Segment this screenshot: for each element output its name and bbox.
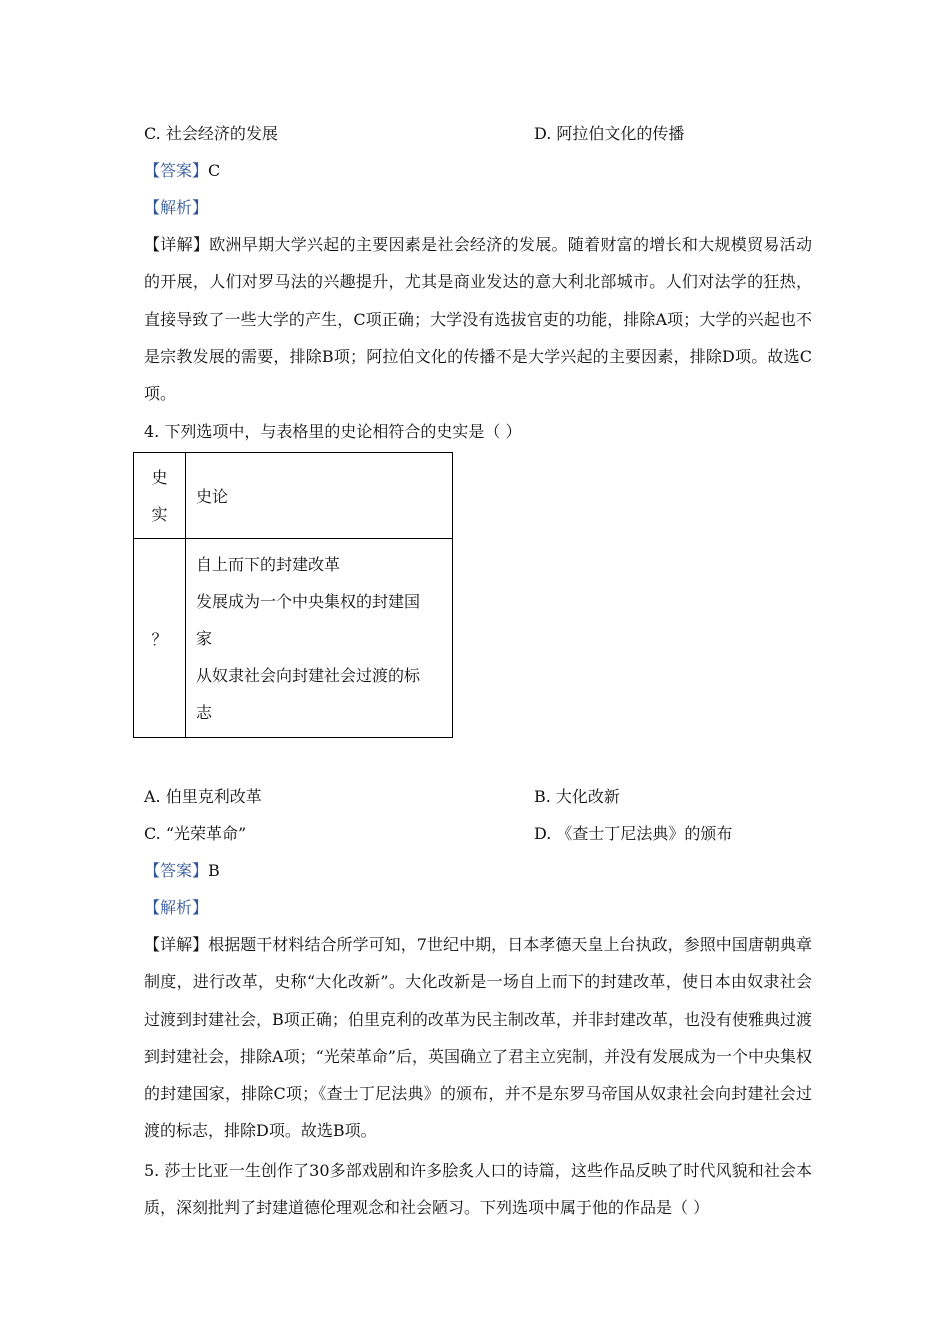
answer-value: B: [208, 861, 220, 880]
q4-option-b: B. 大化改新: [534, 787, 620, 806]
detail-text: 根据题干材料结合所学可知，7世纪中期，日本孝德天皇上台执政，参照中国唐朝典章制度，进行改革，史称“大化改新”。大化改新是一场自上而下的封建改革，使日本由奴隶社会过渡到封建社会，B项正确；伯里克利的改革为民主制改革，并非封建改革，也没有使雅典过渡到封建社会，排除A项；“光荣革命”后，英国确立了君主立宪制，并没有发展成为一个中央集权的封建国家，排除C项；《查士丁尼法典》的颁布，并不是东罗马帝国从奴隶社会向封建社会过渡的标志，排除D项。故选B项。: [144, 935, 812, 1141]
q5-stem: 5. 莎士比亚一生创作了30多部戏剧和许多脍炙人口的诗篇，这些作品反映了时代风貌和社会本质，深刻批判了封建道德伦理观念和社会陋习。下列选项中属于他的作品是（ ）: [144, 1161, 812, 1218]
answer-tag: 【答案】: [144, 161, 209, 180]
row-line: 发展成为一个中央集权的封建国: [196, 591, 421, 611]
q4-answer: [144, 861, 220, 881]
answer-tag: 【答案】: [144, 861, 209, 880]
table-row-col2: [186, 539, 453, 738]
q4-stem: 4. 下列选项中，与表格里的史论相符合的史实是（ ）: [144, 422, 522, 441]
q4-table: [133, 452, 453, 738]
q3-answer: [144, 161, 220, 181]
table-row-col1: ？: [134, 539, 186, 738]
answer-value: C: [208, 161, 221, 180]
q4-option-c: C. “光荣革命”: [144, 824, 247, 843]
detail-tag: 【详解】: [144, 935, 209, 954]
q3-analysis-tag: 【解析】: [144, 198, 209, 217]
row-line: 自上而下的封建改革: [196, 554, 341, 574]
row-line: 从奴隶社会向封建社会过渡的标: [196, 665, 421, 685]
q4-analysis-tag: 【解析】: [144, 898, 209, 917]
header-col1-bottom: 实: [151, 504, 168, 524]
q3-option-d: D. 阿拉伯文化的传播: [534, 124, 685, 143]
q4-option-a: A. 伯里克利改革: [144, 787, 262, 806]
q3-detail: [144, 226, 812, 412]
detail-text: 欧洲早期大学兴起的主要因素是社会经济的发展。随着财富的增长和大规模贸易活动的开展，人们对罗马法的兴趣提升，尤其是商业发达的意大利北部城市。人们对法学的狂热，直接导致了一些大学的产生，C项正确；大学没有选拔官吏的功能，排除A项；大学的兴起也不是宗教发展的需要，排除B项；阿拉伯文化的传播不是大学兴起的主要因素，排除D项。故选C项。: [144, 235, 812, 404]
table-header-row: [134, 453, 453, 539]
q4-option-d: D. 《查士丁尼法典》的颁布: [534, 824, 733, 843]
header-col1-top: 史: [151, 467, 168, 487]
q3-option-c: C. 社会经济的发展: [144, 124, 278, 143]
row-line: 家: [196, 628, 213, 648]
table-row: [134, 539, 453, 738]
q4-detail: [144, 926, 812, 1150]
row-line: 志: [196, 702, 213, 722]
table-header-col2: 史论: [186, 453, 453, 539]
detail-tag: 【详解】: [144, 235, 210, 254]
table-header-col1: [134, 453, 186, 539]
